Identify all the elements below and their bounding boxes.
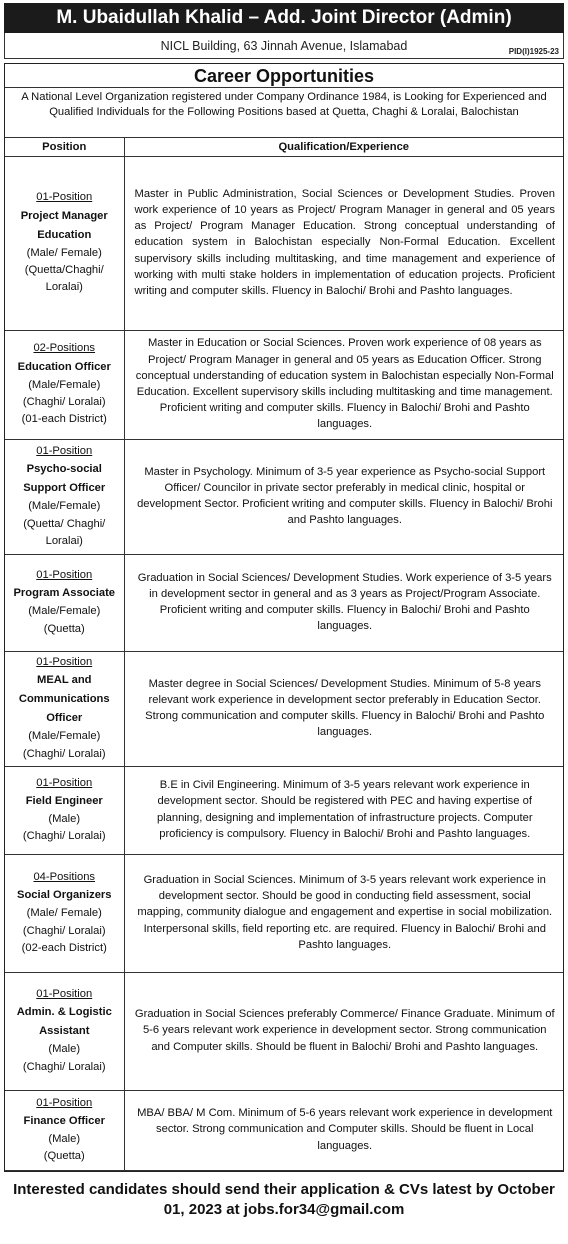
ad-frame: [4, 63, 564, 1172]
table-row: [5, 330, 563, 439]
position-district-note: (02-each District): [21, 941, 107, 954]
table-row: [5, 1090, 563, 1170]
qualification-cell: Master in Psychology. Minimum of 3-5 year experience as Psycho-social Support Officer/ Councilor in private sector preferably in medical clinic, hospital or development Sector. Proficient writing and computer skills. Fluency in Balochi/ Brohi and Pashto languages.: [124, 439, 563, 554]
application-instructions: Interested candidates should send their application & CVs latest by October 01, 2023 at jobs.for34@gmail.com: [13, 1180, 555, 1218]
position-count: 01-Position: [36, 1096, 93, 1109]
position-district-note: (01-each District): [21, 413, 107, 426]
position-location: (Chaghi/ Loralai): [22, 1060, 106, 1073]
position-cell: [5, 330, 124, 439]
position-location: (Quetta): [43, 622, 85, 635]
position-title: Admin. & Logistic Assistant: [16, 1006, 112, 1038]
position-count: 01-Position: [36, 191, 93, 204]
intro-text: A National Level Organization registered under Company Ordinance 1984, is Looking for Experienced and Qualified Individuals for the Following Positions based at Quetta, Chaghi & Loralai, Balochistan: [5, 88, 563, 138]
position-title: MEAL and Communications Officer: [18, 674, 110, 725]
position-gender: (Male/Female): [28, 378, 101, 391]
advertiser-name: M. Ubaidullah Khalid – Add. Joint Director (Admin): [4, 3, 564, 33]
position-count: 04-Positions: [33, 870, 96, 883]
qualification-cell: Graduation in Social Sciences/ Development Studies. Work experience of 3-5 years in development sector in general and as 3 years as Project/Program Associate. Proficient writing and computer skills. Fluency in Balochi/ Brohi and Pashto languages.: [124, 554, 563, 651]
position-gender: (Male/Female): [28, 730, 101, 743]
qualification-column-header: Qualification/Experience: [124, 138, 563, 156]
position-title: Finance Officer: [23, 1114, 105, 1127]
position-gender: (Male/ Female): [26, 907, 102, 920]
position-cell: [5, 766, 124, 854]
position-count: 01-Position: [36, 988, 93, 1001]
table-row: [5, 854, 563, 972]
position-count: 01-Position: [36, 444, 93, 457]
table-header-row: [5, 138, 563, 156]
position-location: (Quetta/ Chaghi/: [23, 517, 106, 530]
position-title: Social Organizers: [16, 889, 112, 902]
career-title: Career Opportunities: [5, 64, 563, 88]
position-location: (Quetta): [43, 1150, 85, 1163]
position-location: (Chaghi/ Loralai): [22, 830, 106, 843]
position-count: 01-Position: [36, 776, 93, 789]
position-cell: [5, 651, 124, 766]
position-title: Field Engineer: [25, 794, 103, 807]
table-row: [5, 651, 563, 766]
position-cell: [5, 156, 124, 330]
position-title: Psycho-social Support Officer: [23, 463, 106, 495]
table-row: [5, 156, 563, 330]
table-row: [5, 766, 563, 854]
position-title: Program Associate: [13, 587, 116, 600]
table-row: [5, 439, 563, 554]
position-location: (Quetta/Chaghi/: [24, 264, 104, 276]
qualification-cell: Master in Education or Social Sciences. Proven work experience of 08 years as Project/ Program Manager in general and 05 years as Education Officer. Strong conceptual understanding of education system in Balochistan especially Non-Formal Education. Excellent supervisory skills including multitasking and time management. Proficient writing and computer skills. Fluency in Balochi/ Brohi and Pashto languages.: [124, 330, 563, 439]
advertiser-address: NICL Building, 63 Jinnah Avenue, Islamabad: [160, 39, 408, 53]
position-cell: [5, 854, 124, 972]
position-column-header: Position: [5, 138, 124, 156]
position-gender: (Male/Female): [28, 500, 101, 513]
position-location: (Chaghi/ Loralai): [22, 396, 106, 408]
pid-number: PID(I)1925-23: [508, 47, 559, 56]
qualification-cell: MBA/ BBA/ M Com. Minimum of 5-6 years relevant work experience in development sector. Strong communication and Computer skills. Should be fluent in Local languages.: [124, 1090, 563, 1170]
qualification-cell: Graduation in Social Sciences preferably Commerce/ Finance Graduate. Minimum of 5-6 years relevant work experience in development sector. Strong communication and Computer skills. Should be fluent in Balochi/ Brohi and Pashto languages.: [124, 972, 563, 1090]
qualification-cell: Master in Public Administration, Social Sciences or Development Studies. Proven work experience of 10 years as Project/ Program Manager in general and 05 years as Project/ Program Manager Education. Strong conceptual understanding of education system in Balochistan especially Non-Formal Education. Excellent supervisory skills including multitasking, and time management and experience of working with multi stake holders in implementation of education projects. Proficient writing and computer skills. Fluency in Balochi/ Brohi and Pashto languages.: [124, 156, 563, 330]
position-gender: (Male): [48, 1043, 81, 1056]
position-cell: [5, 1090, 124, 1170]
position-gender: (Male/ Female): [26, 246, 102, 259]
position-count: 01-Position: [36, 656, 93, 669]
position-cell: [5, 439, 124, 554]
position-gender: (Male): [48, 1132, 81, 1145]
qualification-cell: Graduation in Social Sciences. Minimum of 3-5 years relevant work experience in development sector. Should be good in conducting field assessment, social mapping, community dialogue and engagement and expertise in social mobilization. Interpersonal skills, field reporting etc. are required. Fluency in Balochi/ Brohi and Pashto languages.: [124, 854, 563, 972]
qualification-cell: B.E in Civil Engineering. Minimum of 3-5 years relevant work experience in development sector. Should be registered with PEC and having expertise of planning, designing and implementation of infrastructure projects. Computer proficiency is compulsory. Fluency in Balochi/ Brohi and Pashto languages.: [124, 766, 563, 854]
position-title: Education Officer: [17, 360, 111, 373]
position-gender: (Male): [48, 812, 81, 825]
position-gender: (Male/Female): [28, 605, 101, 618]
advertiser-address-row: [4, 33, 564, 59]
position-cell: [5, 972, 124, 1090]
position-title: Project Manager Education: [20, 209, 108, 241]
position-cell: [5, 554, 124, 651]
positions-table: [5, 138, 563, 1171]
position-count: 02-Positions: [33, 342, 96, 355]
position-count: 01-Position: [36, 569, 93, 582]
table-row: [5, 554, 563, 651]
position-location-cont: Loralai): [45, 534, 83, 547]
position-location: (Chaghi/ Loralai): [22, 747, 106, 760]
table-row: [5, 972, 563, 1090]
position-location: (Chaghi/ Loralai): [22, 924, 106, 937]
qualification-cell: Master degree in Social Sciences/ Development Studies. Minimum of 5-8 years relevant work experience in development sector preferably in Education Sector. Strong communication and computer skills. Fluency in Balochi/ Brohi and Pashto languages.: [124, 651, 563, 766]
position-location-cont: Loralai): [45, 281, 83, 294]
